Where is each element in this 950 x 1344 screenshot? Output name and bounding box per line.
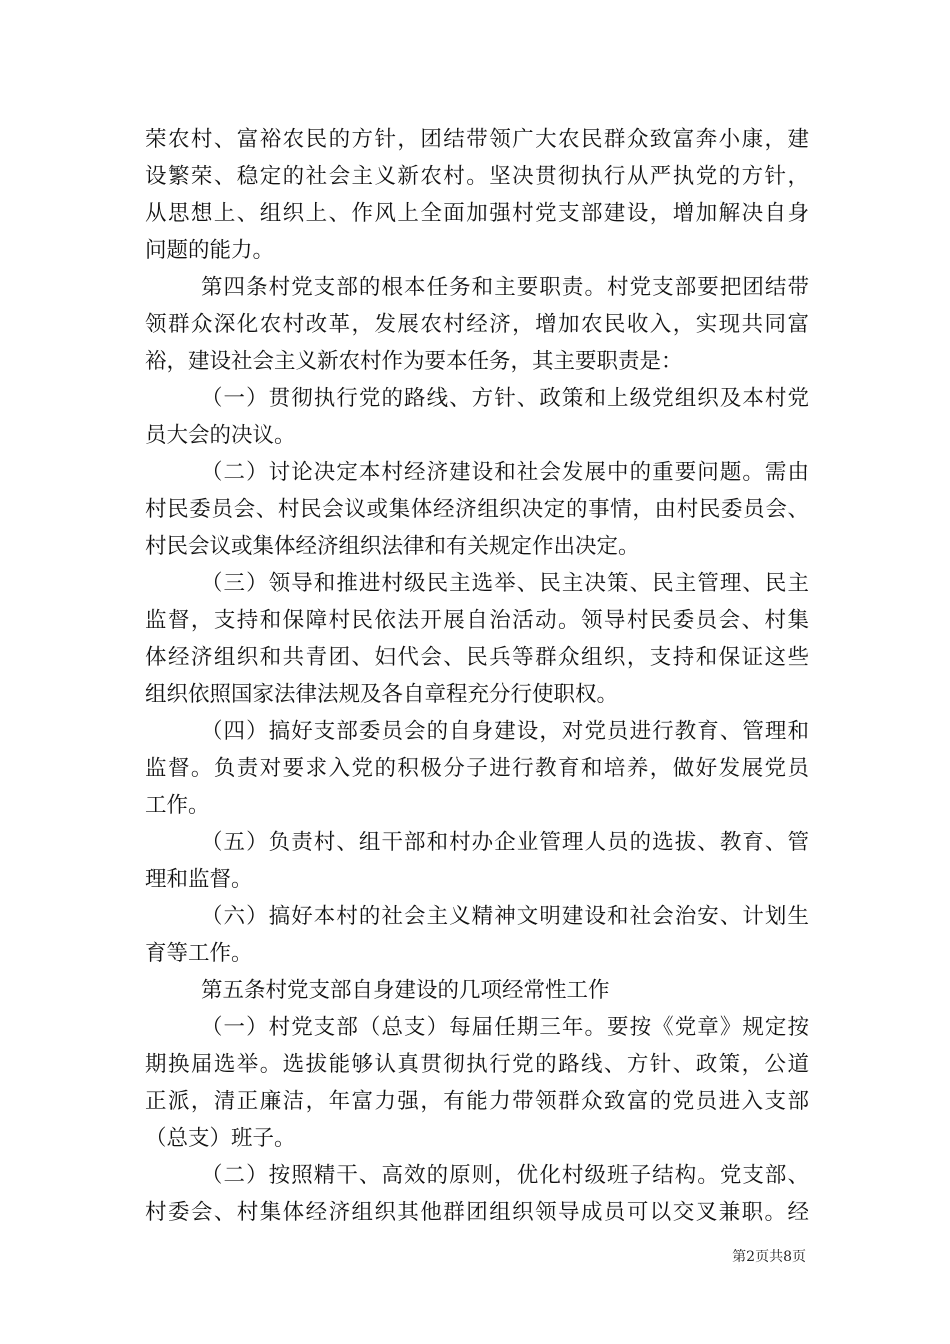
page-number: 第2页共8页 — [732, 1249, 806, 1265]
text-line: 村民会议或集体经济组织法律和有关规定作出决定。 — [145, 534, 640, 559]
text-line: 村委会、村集体经济组织其他群团组织领导成员可以交叉兼职。经 — [145, 1200, 809, 1225]
text-line: 村民委员会、村民会议或集体经济组织决定的事情，由村民委员会、 — [145, 497, 809, 522]
text-line: （三）领导和推进村级民主选举、民主决策、民主管理、民主 — [201, 571, 809, 596]
document-body — [145, 121, 809, 1231]
text-line: （四）搞好支部委员会的自身建设，对党员进行教育、管理和 — [201, 719, 809, 744]
text-line: （总支）班子。 — [145, 1126, 296, 1151]
text-line: 从思想上、组织上、作风上全面加强村党支部建设，增加解决自身 — [145, 201, 809, 226]
text-line: 员大会的决议。 — [145, 423, 296, 448]
text-line: 育等工作。 — [145, 941, 253, 966]
text-line: 荣农村、富裕农民的方针，团结带领广大农民群众致富奔小康，建 — [145, 127, 809, 152]
text-line: 第四条村党支部的根本任务和主要职责。村党支部要把团结带 — [201, 275, 809, 300]
text-line: （五）负责村、组干部和村办企业管理人员的选拔、教育、管 — [201, 830, 809, 855]
text-line: （二）讨论决定本村经济建设和社会发展中的重要问题。需由 — [201, 460, 809, 485]
text-line: 体经济组织和共青团、妇代会、民兵等群众组织，支持和保证这些 — [145, 645, 809, 670]
text-line: 监督，支持和保障村民依法开展自治活动。领导村民委员会、村集 — [145, 608, 809, 633]
text-line: 理和监督。 — [145, 867, 253, 892]
text-line: （一）贯彻执行党的路线、方针、政策和上级党组织及本村党 — [201, 386, 809, 411]
text-line: 领群众深化农村改革，发展农村经济，增加农民收入，实现共同富 — [145, 312, 809, 337]
text-line: 第五条村党支部自身建设的几项经常性工作 — [201, 978, 610, 1003]
text-line: （六）搞好本村的社会主义精神文明建设和社会治安、计划生 — [201, 904, 809, 929]
text-line: （二）按照精干、高效的原则，优化村级班子结构。党支部、 — [201, 1163, 809, 1188]
text-line: 组织依照国家法律法规及各自章程充分行使职权。 — [145, 682, 619, 707]
text-line: 期换届选举。选拔能够认真贯彻执行党的路线、方针、政策，公道 — [145, 1052, 809, 1077]
text-line: （一）村党支部（总支）每届任期三年。要按《党章》规定按 — [201, 1015, 809, 1040]
text-line: 正派，清正廉洁，年富力强，有能力带领群众致富的党员进入支部 — [145, 1089, 809, 1114]
text-line: 监督。负责对要求入党的积极分子进行教育和培养，做好发展党员 — [145, 756, 809, 781]
text-line: 问题的能力。 — [145, 238, 275, 263]
text-line: 工作。 — [145, 793, 210, 818]
text-line: 裕，建设社会主义新农村作为要本任务，其主要职责是： — [145, 349, 683, 374]
text-line: 设繁荣、稳定的社会主义新农村。坚决贯彻执行从严执党的方针， — [145, 164, 809, 189]
